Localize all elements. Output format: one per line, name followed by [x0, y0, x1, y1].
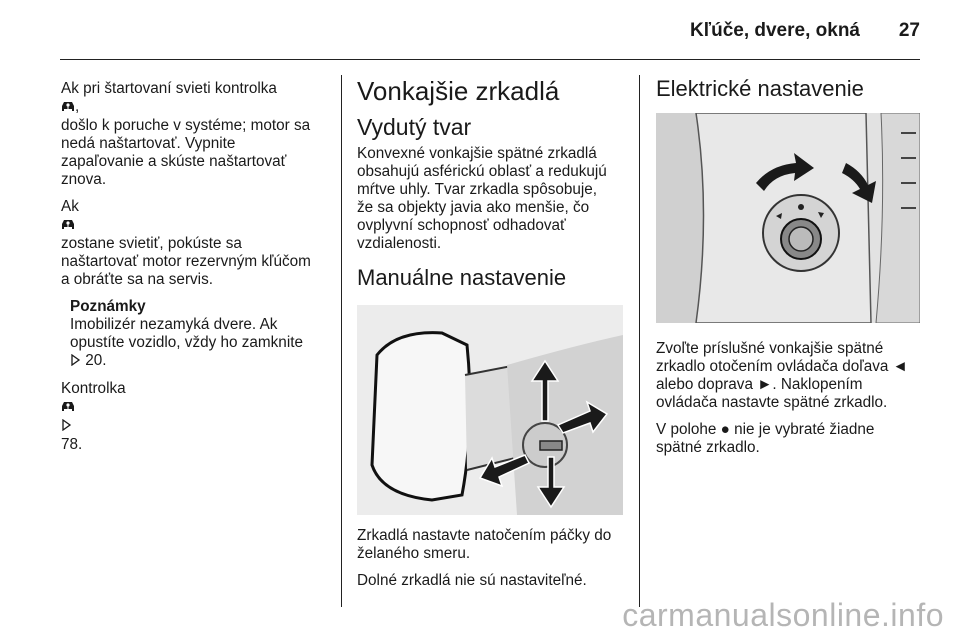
note-text: Imobilizér nezamyká dvere. Ak opustíte vozidlo, vždy ho zamknite	[70, 316, 303, 351]
header-divider	[60, 59, 920, 60]
section-heading-manual-adjustment: Manuálne nastavenie	[357, 265, 567, 290]
paragraph-indicator-ref: Kontrolka 78.	[61, 380, 126, 453]
manual-mirror-illustration	[357, 305, 623, 515]
left-column	[61, 80, 333, 463]
page-reference-arrow-icon	[61, 418, 72, 436]
paragraph-neutral-position: V polohe ● nie je vybraté žiadne spätné zrkadlo.	[656, 421, 875, 456]
car-key-warning-icon	[61, 399, 75, 417]
paragraph-warning-start: Ak pri štartovaní svieti kontrolka , došlo k poruche v systéme; motor sa nedá naštartovať. Vypnite zapaľovanie a skúste naštartovať znova.	[61, 80, 311, 188]
right-column	[656, 76, 922, 466]
subheading-convex-shape: Vydutý tvar	[357, 114, 472, 140]
paragraph-select-mirror: Zvoľte príslušné vonkajšie spätné zrkadlo otočením ovládača doľava ◄ alebo doprava ►. Naklopením ovládača nastavte spätné zrkadlo.	[656, 340, 908, 411]
section-heading-exterior-mirrors: Vonkajšie zrkadlá	[357, 76, 560, 106]
car-key-warning-icon	[61, 99, 75, 117]
page-header-title: Kľúče, dvere, okná	[690, 20, 860, 41]
middle-column	[357, 76, 629, 599]
page-reference-arrow-icon	[70, 353, 81, 371]
note-title: Poznámky	[70, 298, 146, 315]
note-reference: 20.	[70, 352, 333, 371]
caption-manual-adjust: Zrkadlá nastavte natočením páčky do želaného smeru.	[357, 527, 612, 562]
paragraph-convex-mirrors: Konvexné vonkajšie spätné zrkadlá obsahujú asférickú oblasť a redukujú mŕtve uhly. Tvar zrkadla spôsobuje, že sa objekty javia ako menšie, čo ovplyvní schopnosť odhadovať vzdialenosti.	[357, 145, 607, 252]
page-number: 27	[898, 20, 920, 41]
column-divider-2	[639, 75, 640, 607]
car-key-warning-icon	[61, 217, 75, 235]
note-box	[61, 298, 333, 371]
column-divider-1	[341, 75, 342, 607]
electric-mirror-control-illustration	[656, 113, 920, 323]
section-heading-electric-adjustment: Elektrické nastavenie	[656, 76, 864, 101]
paragraph-warning-persist: Ak zostane svietiť, pokúste sa naštartovať motor rezervným kľúčom a obráťte sa na servis.	[61, 198, 311, 288]
watermark: carmanualsonline.info	[622, 597, 944, 633]
caption-lower-mirrors: Dolné zrkadlá nie sú nastaviteľné.	[357, 572, 587, 589]
